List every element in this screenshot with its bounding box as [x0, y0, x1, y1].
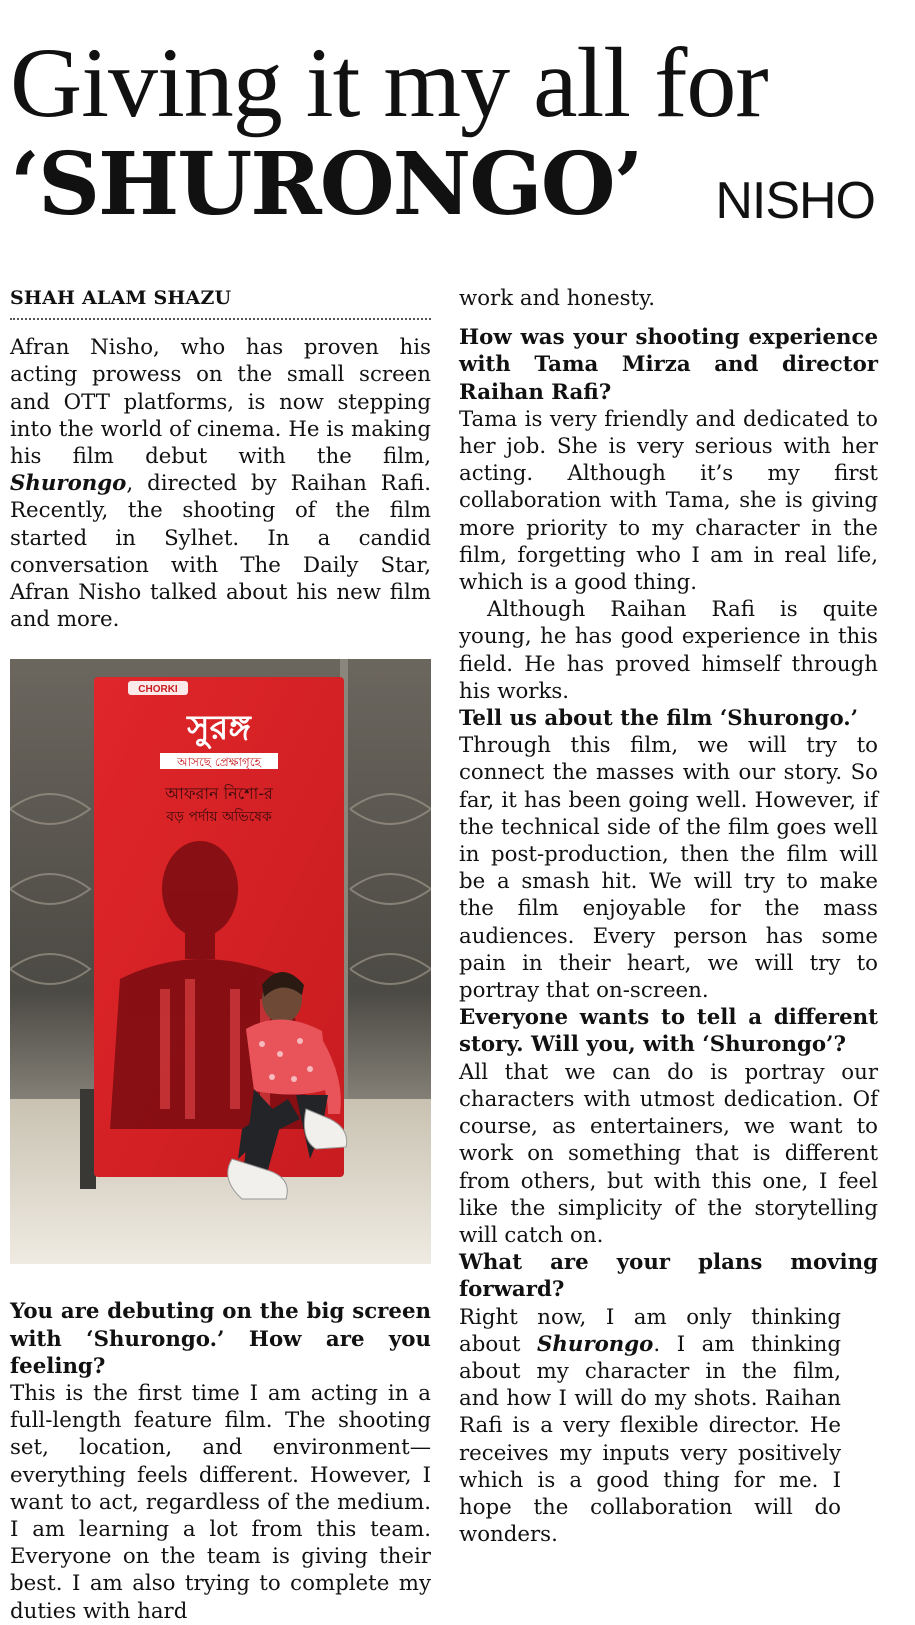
answer-2: Tama is very friendly and dedicated to her job. She is very serious with her acting. Although it’s my first collaboration with Tama, she is giving more priority to my character in the film, forgetting who I am in real life, which is a good thing. — [459, 406, 878, 596]
intro-text-1: Afran Nisho, who has proven his acting prowess on the small screen and OTT platforms, is now stepping into the world of cinema. He is making his film debut with the film, — [10, 335, 431, 470]
answer-5-text-2: . I am thinking about my character in the film, and how I will do my shots. Raihan Rafi is a very flexible director. He receives my inputs very positively which is a good thing for me. I hope the collaboration will do wonders. — [459, 1331, 841, 1548]
poster-line3: বড় পর্দায় অভিষেক — [166, 809, 272, 826]
answer-2b: Although Raihan Rafi is quite young, he has good experience in this field. He has proved himself through his works. — [459, 597, 878, 704]
poster-brand: CHORKI — [138, 684, 178, 696]
answer-5-text-1: Right now, I am only thinking about — [459, 1304, 841, 1357]
headline-line2-row — [10, 132, 905, 237]
intro-text-2: , directed by Raihan Rafi. Recently, the shooting of the film started in Sylhet. In a candid conversation with The Daily Star, Afran Nisho talked about his new film and more. — [10, 471, 431, 633]
answer-4: All that we can do is portray our characters with utmost dedication. Of course, as entertainers, we want to work on something that is different from others, but with this one, I feel like the simplicity of the storytelling will catch on. — [459, 1059, 878, 1248]
headline-subject: NISHO — [715, 172, 875, 230]
left-column — [10, 285, 431, 1625]
question-1: You are debuting on the big screen with ‘Shurongo.’ How are you feeling? — [10, 1299, 431, 1379]
answer-1: This is the first time I am acting in a full-length feature film. The shooting set, location, and environment—everything feels different. However, I want to act, regardless of the medium. I am learning a lot from this team. Everyone on the team is giving their best. I am also trying to complete my duties with hard — [10, 1381, 431, 1624]
headline-film-title: ‘SHURONGO’ — [10, 134, 642, 235]
question-4: Everyone wants to tell a different story. Will you, with ‘Shurongo’? — [459, 1005, 878, 1058]
poster-line1: আসছে প্রেক্ষাগৃহে — [177, 755, 261, 770]
right-column — [459, 285, 878, 1548]
article-photo — [10, 659, 431, 1264]
headline — [10, 28, 905, 237]
poster-line2: আফরান নিশো-র — [165, 784, 273, 804]
intro-film-italic: Shurongo — [10, 471, 127, 497]
answer-1-continuation: work and honesty. — [459, 286, 656, 311]
question-3: Tell us about the film ‘Shurongo.’ — [459, 706, 859, 732]
answer-5 — [459, 1304, 841, 1549]
question-5: What are your plans moving forward? — [459, 1250, 878, 1303]
answer-5-film-italic: Shurongo — [537, 1331, 654, 1357]
intro-paragraph — [10, 334, 431, 633]
poster-title: সুরঙ্গ — [187, 708, 251, 749]
answer-3: Through this film, we will try to connect the masses with our story. So far, it has been going well. However, if the technical side of the film goes well in post-production, then the film will be a smash hit. We will try to make the film enjoyable for the mass audiences. Every person has some pain in their heart, we will try to portray that on-screen. — [459, 733, 878, 1004]
headline-line1: Giving it my all for — [10, 27, 768, 138]
byline: SHAH ALAM SHAZU — [10, 285, 431, 320]
question-2: How was your shooting experience with Tama Mirza and director Raihan Rafi? — [459, 325, 878, 405]
